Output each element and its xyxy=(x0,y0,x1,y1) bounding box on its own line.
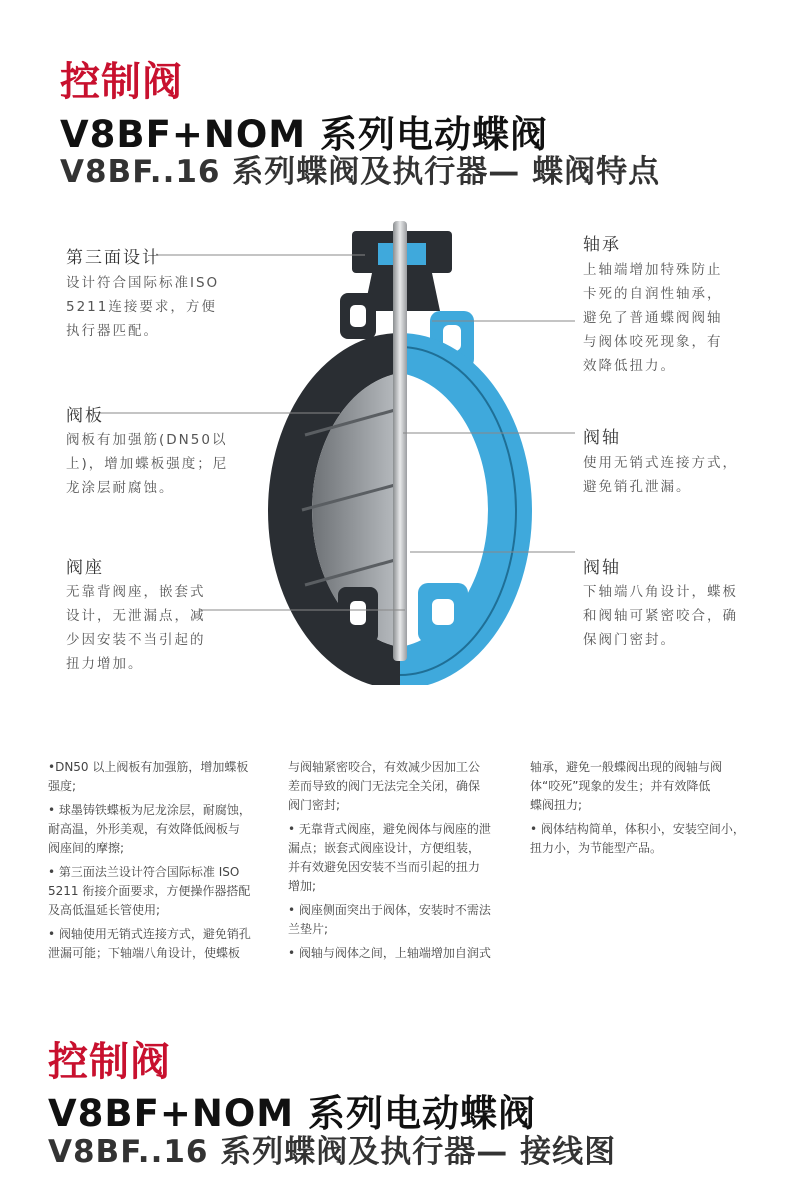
category-heading-2: 控制阀 xyxy=(48,1039,171,1085)
section-title-2: V8BF+NOM 系列电动蝶阀 xyxy=(48,1092,536,1135)
bullet-item: • 阀轴使用无销式连接方式，避免销孔 泄漏可能；下轴端八角设计，使蝶板 xyxy=(48,927,251,960)
feature-desc-shaft-lower: 下轴端八角设计，蝶板 和阀轴可紧密咬合，确 保阀门密封。 xyxy=(583,584,738,648)
bullet-item: • 阀体结构简单，体积小，安装空间小， 扭力小，为节能型产品。 xyxy=(530,822,745,855)
bullet-item: • 球墨铸铁蝶板为尼龙涂层，耐腐蚀， 耐高温，外形美观，有效降低阀板与 阀座间的摩擦; xyxy=(48,803,251,855)
feature-label-bearing: 轴承 xyxy=(583,235,621,255)
bullet-column-1 xyxy=(48,758,283,968)
bullet-item: •DN50 以上阀板有加强筋，增加蝶板 强度; xyxy=(48,760,249,793)
bullet-column-2 xyxy=(288,758,523,968)
bullet-column-3 xyxy=(530,758,765,863)
category-heading: 控制阀 xyxy=(60,59,183,105)
feature-label-disc: 阀板 xyxy=(66,406,104,426)
valve-shaft xyxy=(393,221,407,661)
bullet-item: • 无靠背式阀座，避免阀体与阀座的泄 漏点；嵌套式阀座设计，方便组装， 并有效避免因安装不当而引起的扭力 增加; xyxy=(288,822,491,893)
feature-desc-shaft-upper: 使用无销式连接方式， 避免销孔泄漏。 xyxy=(583,455,738,495)
feature-label-third-face: 第三面设计 xyxy=(66,248,161,268)
page-subtitle: V8BF..16 系列蝶阀及执行器— 蝶阀特点 xyxy=(60,154,661,190)
feature-desc-disc: 阀板有加强筋(DN50以 上)，增加蝶板强度；尼 龙涂层耐腐蚀。 xyxy=(66,432,229,496)
bullet-item: • 阀轴与阀体之间，上轴端增加自润式 xyxy=(288,946,491,960)
section-subtitle-2: V8BF..16 系列蝶阀及执行器— 接线图 xyxy=(48,1134,617,1170)
bullet-item: 轴承，避免一般蝶阀出现的阀轴与阀 体“咬死”现象的发生；并有效降低 蝶阀扭力; xyxy=(530,760,723,812)
feature-desc-bearing: 上轴端增加特殊防止 卡死的自润性轴承， 避免了普通蝶阀阀轴 与阀体咬死现象，有 效降低扭力。 xyxy=(583,262,723,374)
feature-label-shaft-upper: 阀轴 xyxy=(583,428,621,448)
page-title: V8BF+NOM 系列电动蝶阀 xyxy=(60,113,548,156)
feature-desc-seat: 无靠背阀座，嵌套式 设计，无泄漏点，减 少因安装不当引起的 扭力增加。 xyxy=(66,584,206,672)
feature-desc-third-face: 设计符合国际标准ISO 5211连接要求，方便 执行器匹配。 xyxy=(66,275,220,339)
bullet-item: • 第三面法兰设计符合国际标准 ISO 5211 衔接介面要求，方便操作器搭配 及高低温延长管使用; xyxy=(48,865,251,917)
bullet-item: • 阀座侧面突出于阀体，安装时不需法 兰垫片; xyxy=(288,903,491,936)
bullet-item: 与阀轴紧密咬合，有效减少因加工公 差而导致的阀门无法完全关闭，确保 阀门密封; xyxy=(288,760,481,812)
feature-label-shaft-lower: 阀轴 xyxy=(583,558,621,578)
feature-label-seat: 阀座 xyxy=(66,558,104,578)
